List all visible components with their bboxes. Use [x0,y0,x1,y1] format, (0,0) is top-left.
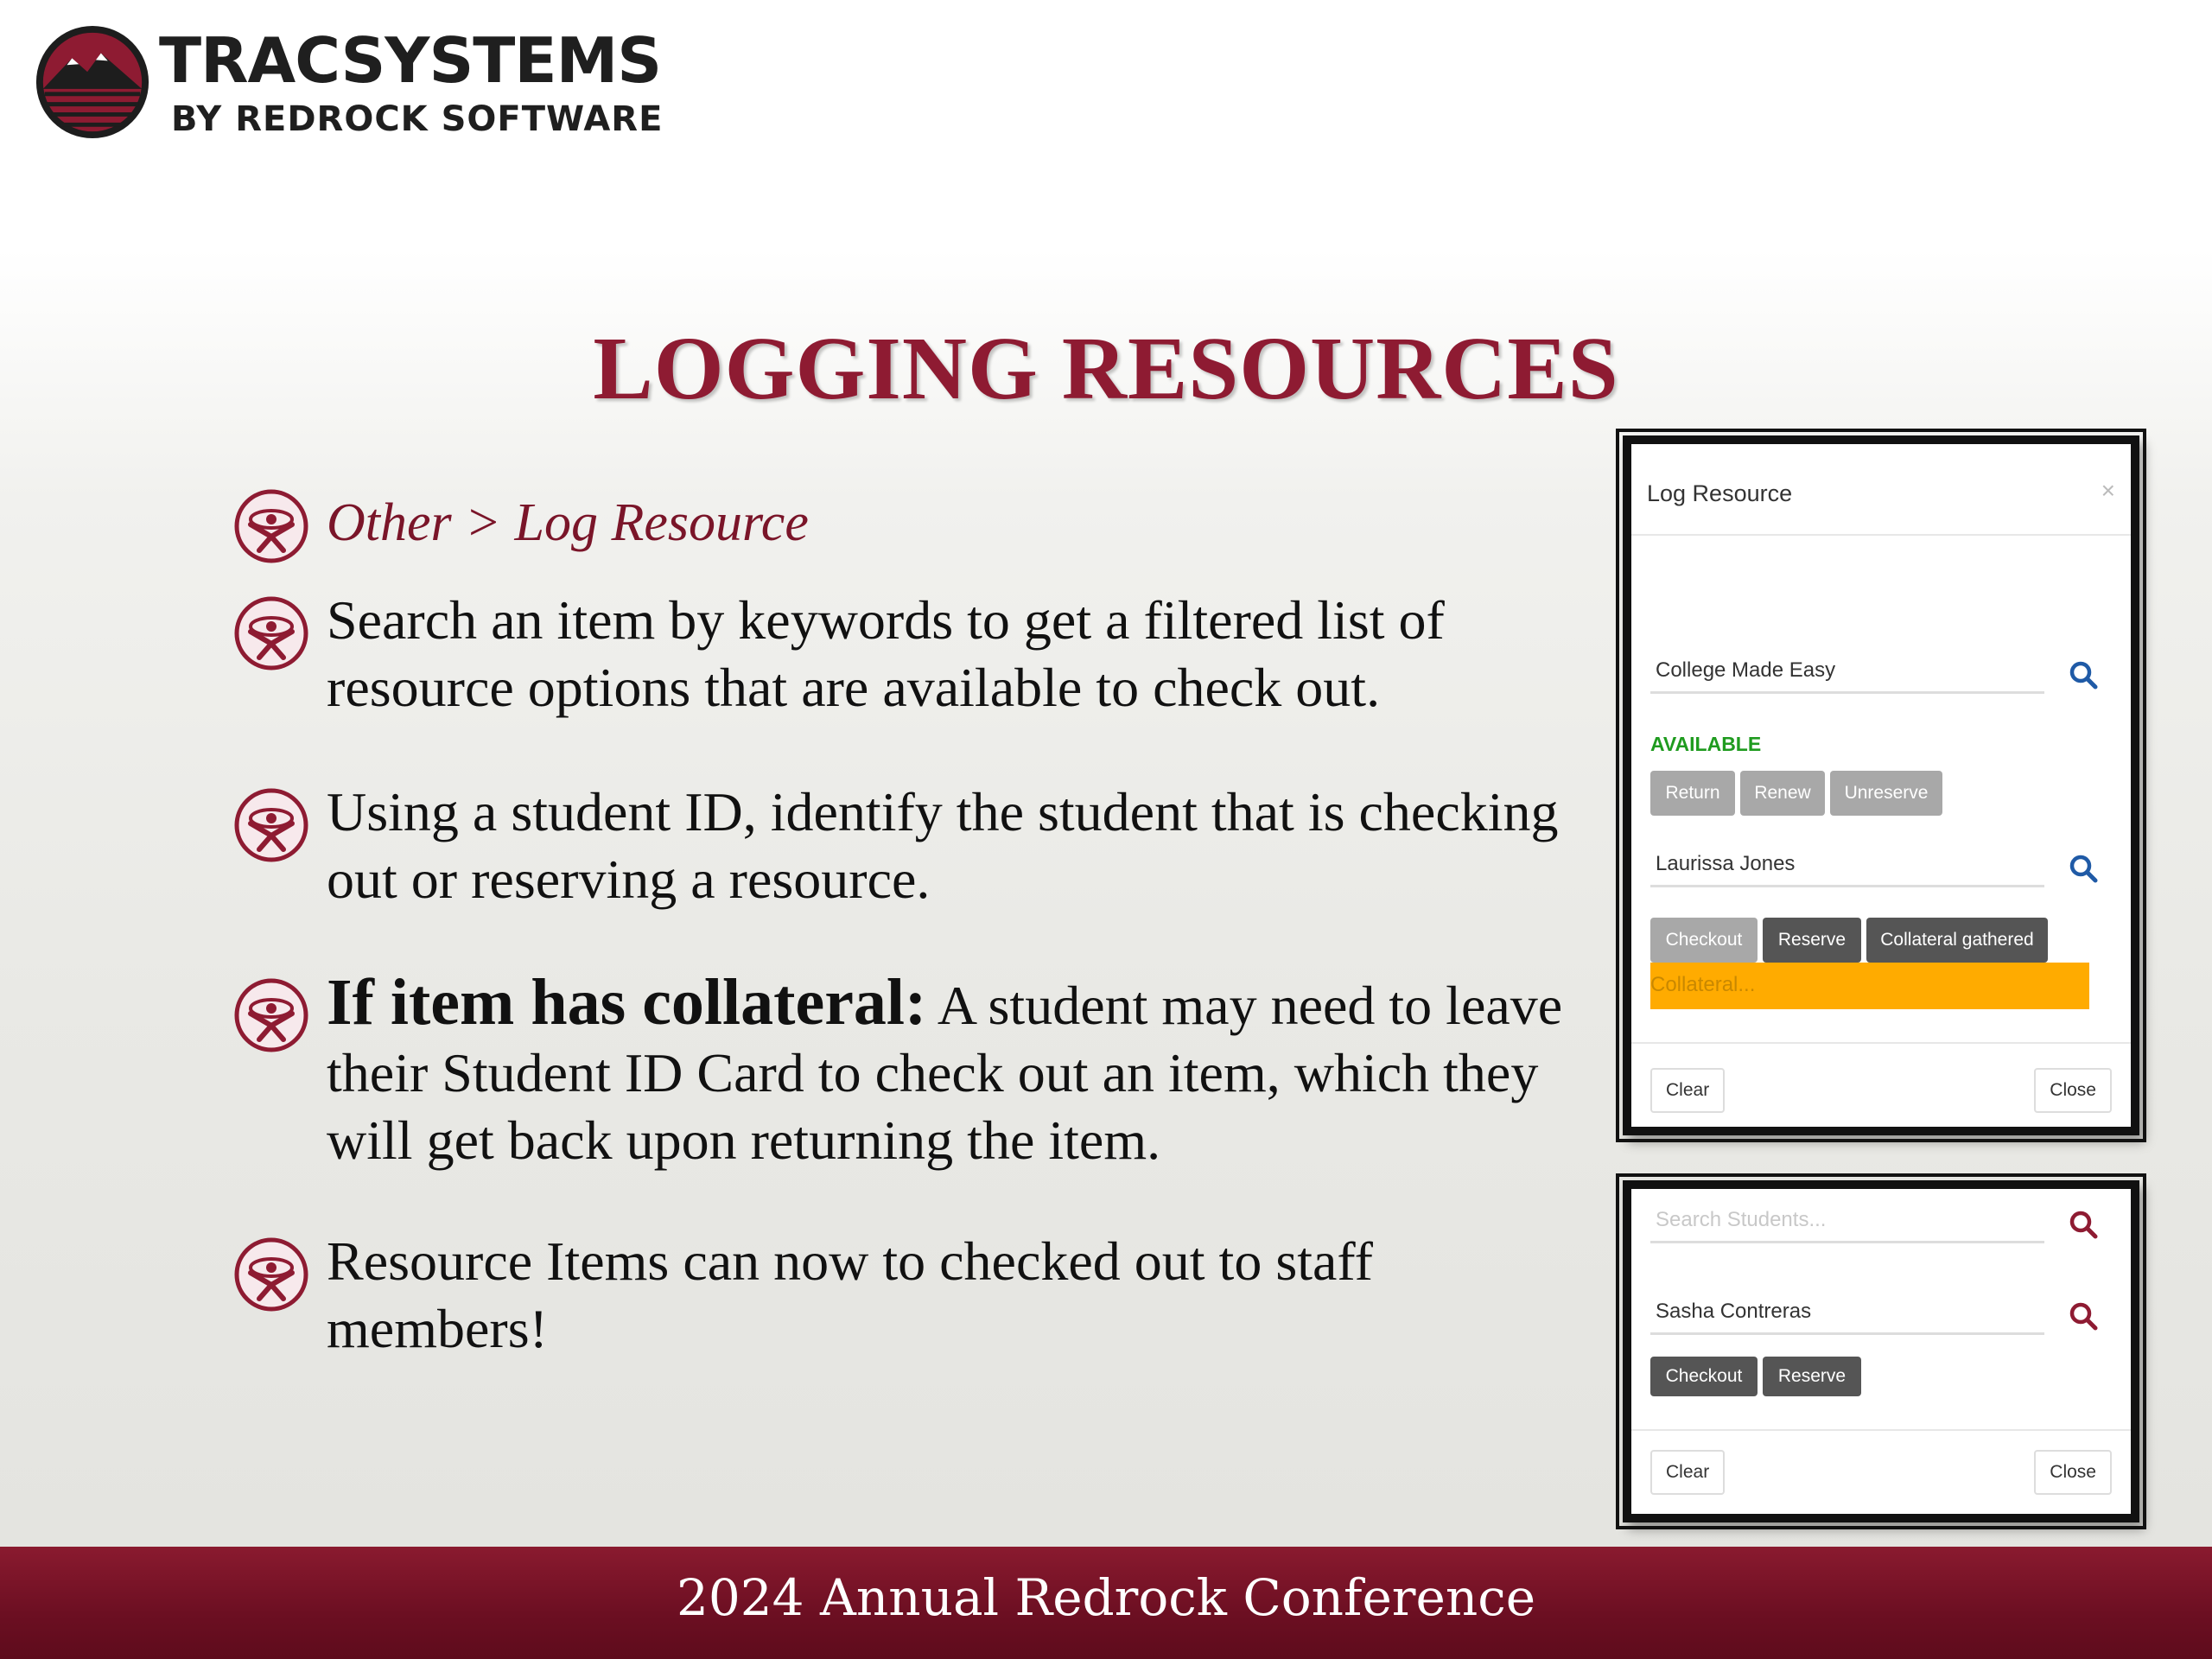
reserve-button[interactable]: Reserve [1763,1357,1861,1396]
bullet-text: Other > Log Resource [327,493,809,552]
selected-student-input[interactable] [1650,1289,2044,1335]
clear-button[interactable]: Clear [1650,1450,1725,1495]
dialog-header [1631,444,2131,536]
search-students-placeholder: Search Students... [1656,1208,1827,1231]
dialog-title: Log Resource [1647,480,1793,506]
collateral-placeholder: Collateral... [1650,973,1756,996]
redrock-bullet-icon [233,488,309,564]
redrock-bullet-icon [233,787,309,863]
availability-status: AVAILABLE [1650,733,1762,755]
redrock-bullet-icon [233,977,309,1053]
search-icon[interactable] [2069,854,2098,883]
dialog-footer [1631,1429,2131,1514]
footer-text: 2024 Annual Redrock Conference [676,1568,1536,1627]
dialog-footer [1631,1042,2131,1127]
collateral-gathered-button[interactable]: Collateral gathered [1866,918,2048,963]
return-button[interactable]: Return [1650,771,1735,816]
close-button[interactable]: Close [2034,1068,2112,1113]
logo-title: TRACSYSTEMS [159,24,662,97]
selected-student-value: Sasha Contreras [1656,1300,1812,1323]
item-search-input[interactable] [1650,648,2044,694]
renew-button[interactable]: Renew [1740,771,1825,816]
reserve-button[interactable]: Reserve [1763,918,1861,963]
bullet-rest: A student may need to leave their Student ID Card to check out an item, which they will get back upon returning the item. [327,975,1563,1171]
footer-bar [0,1547,2212,1659]
slide-title: LOGGING RESOURCES [593,319,1619,418]
bullet-collateral [233,966,1590,1174]
log-resource-dialog [1623,435,2139,1135]
student-search-input[interactable] [1650,1198,2044,1243]
bullet-nav-path [233,480,1590,566]
unreserve-button[interactable]: Unreserve [1830,771,1942,816]
search-icon[interactable] [2069,660,2098,690]
logo-mountain-icon [33,22,152,142]
search-icon[interactable] [2069,1210,2098,1239]
bullet-list [233,480,1590,1363]
clear-button[interactable]: Clear [1650,1068,1725,1113]
bullet-search-item [233,587,1590,721]
bullet-text [327,966,1590,1174]
checkout-button[interactable]: Checkout [1650,918,1758,963]
close-button[interactable]: Close [2034,1450,2112,1495]
search-icon[interactable] [2069,1301,2098,1331]
checkout-button[interactable]: Checkout [1650,1357,1758,1396]
company-logo [33,22,672,143]
bullet-text: Using a student ID, identify the student that is checking out or reserving a resource. [327,781,1559,910]
student-search-input[interactable] [1650,842,2044,887]
bullet-text: Search an item by keywords to get a filtered list of resource options that are available to check out. [327,589,1445,718]
staff-checkout-dialog [1623,1180,2139,1522]
student-search-value: Laurissa Jones [1656,852,1796,875]
close-icon[interactable]: × [2101,477,2115,504]
bullet-staff-checkout [233,1228,1590,1363]
redrock-bullet-icon [233,595,309,671]
logo-subtitle: BY REDROCK SOFTWARE [171,99,664,139]
redrock-bullet-icon [233,1236,309,1313]
item-search-value: College Made Easy [1656,658,1836,682]
bullet-text: Resource Items can now to checked out to staff members! [327,1230,1373,1359]
collateral-input[interactable] [1650,963,2089,1009]
bullet-student-id [233,779,1590,913]
bullet-lead: If item has collateral: [327,966,927,1039]
